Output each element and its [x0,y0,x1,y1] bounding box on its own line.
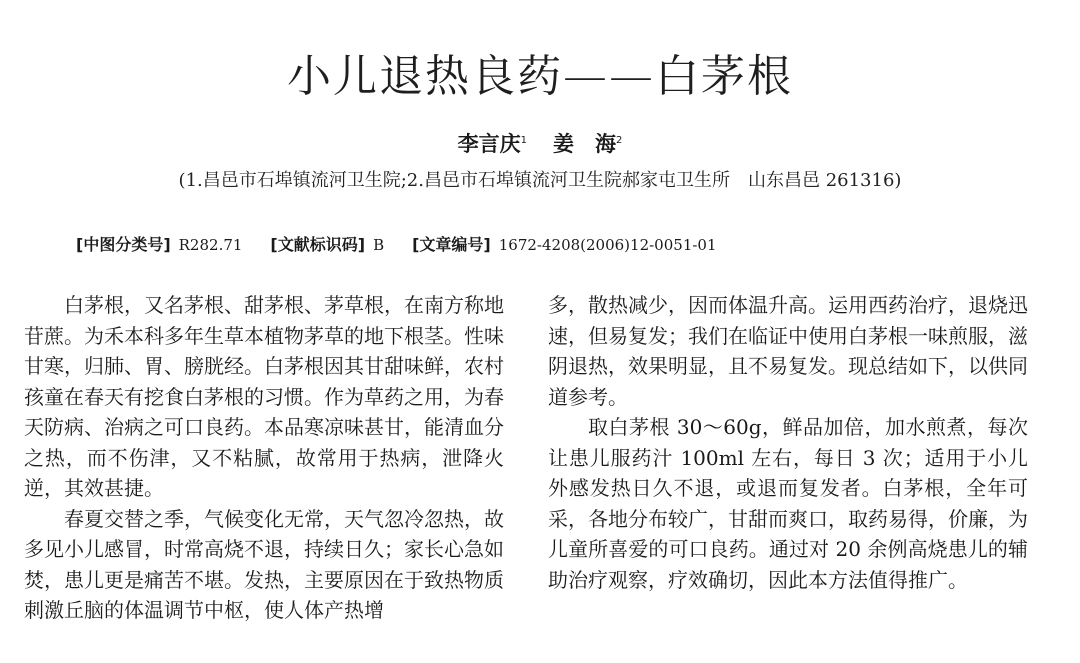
affiliation: (1.昌邑市石埠镇流河卫生院;2.昌邑市石埠镇流河卫生院郝家屯卫生所 山东昌邑 261316) [178,170,902,191]
article-meta [76,232,717,255]
body-paragraph: 多，散热减少，因而体温升高。运用西药治疗，退烧迅速，但易复发；我们在临证中使用白茅根一味煎服，滋阴退热，效果明显，且不易复发。现总结如下，以供同道参考。 [548,293,1028,409]
clc-label: [中图分类号] [76,235,171,254]
clc-value: R282.71 [178,236,243,254]
article-title: 小儿退热良药——白茅根 [287,51,793,102]
author-name: 李言庆 [457,132,521,156]
body-column-left [24,290,504,626]
body-paragraph: 白茅根，又名茅根、甜茅根、茅草根，在南方称地苷蔗。为禾本科多年生草本植物茅草的地下根茎。性味甘寒，归肺、胃、膀胱经。白茅根因其甘甜味鲜，农村孩童在春天有挖食白茅根的习惯。作为草药之用，为春天防病、治病之可口良药。本品寒凉味甚甘，能清血分之热，而不伤津，又不粘腻，故常用于热病，泄降火逆，其效甚捷。 [24,293,504,500]
author-line [0,128,1080,158]
body-column-right [548,290,1028,595]
author-affil-mark: 2 [616,135,623,146]
article-number-label: [文章编号] [412,235,491,254]
doc-code-value: B [373,236,385,254]
author-affil-mark: 1 [520,135,527,146]
body-paragraph: 春夏交替之季，气候变化无常，天气忽冷忽热，故多见小儿感冒，时常高烧不退，持续日久；家长心急如焚，患儿更是痛苦不堪。发热，主要原因在于致热物质刺激丘脑的体温调节中枢，使人体产热增 [24,506,504,622]
article-number-value: 1672-4208(2006)12-0051-01 [498,236,717,254]
author-name: 姜 海 [553,132,616,156]
body-paragraph: 取白茅根 30～60g，鲜品加倍，加水煎煮，每次让患儿服药汁 100ml 左右，每日 3 次；适用于小儿外感发热日久不退，或退而复发者。白茅根，全年可采，各地分布较广，甘甜而爽口，取药易得，价廉，为儿童所喜爱的可口良药。通过对 20 余例高烧患儿的辅助治疗观察，疗效确切，因此本方法值得推广。 [548,415,1028,592]
doc-code-label: [文献标识码] [270,235,366,254]
